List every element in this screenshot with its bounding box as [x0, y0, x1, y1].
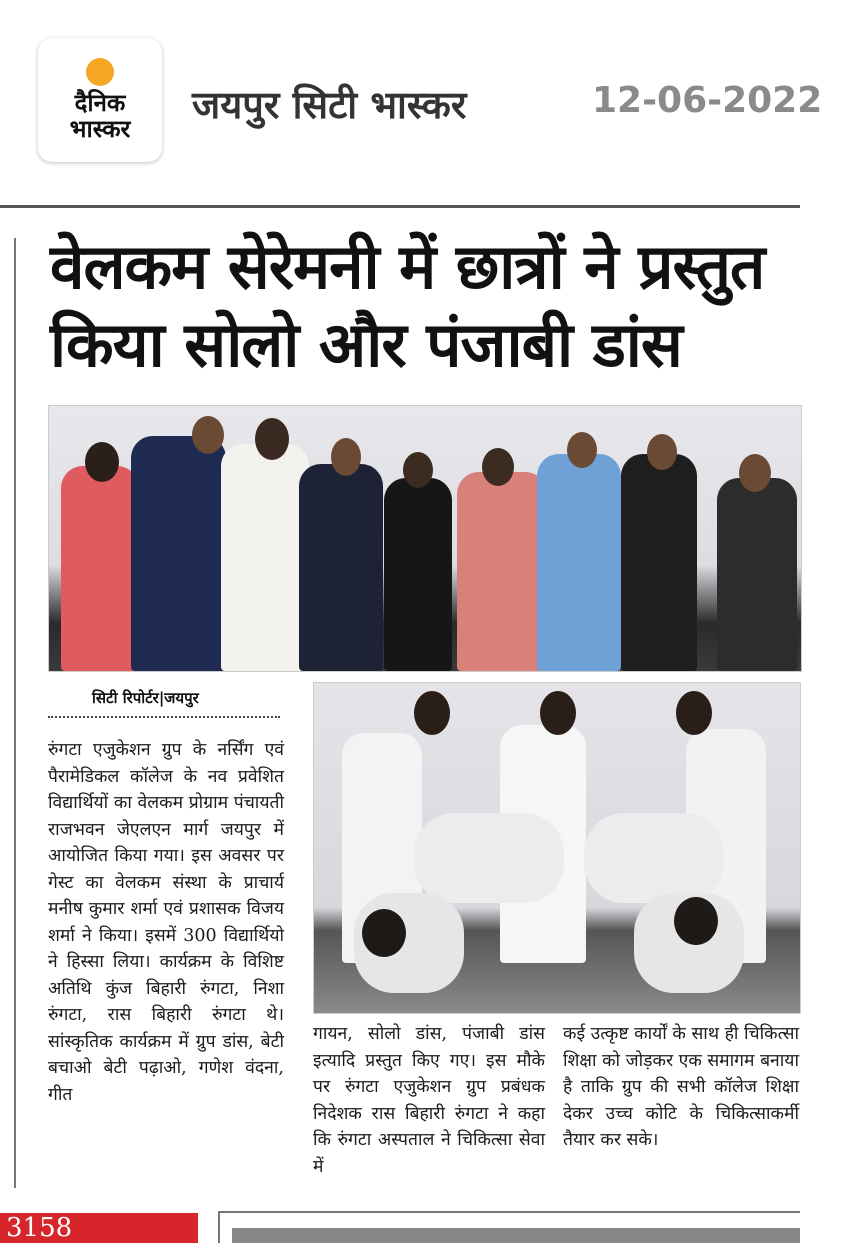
page-number-tag: 3158 — [0, 1213, 198, 1243]
byline: सिटी रिपोर्टर|जयपुर — [92, 689, 199, 707]
next-article-strip — [232, 1228, 800, 1243]
dance-photo — [313, 682, 801, 1014]
article-headline: वेलकम सेरेमनी में छात्रों ने प्रस्तुत किया सोलो और पंजाबी डांस — [50, 230, 765, 381]
byline-divider — [48, 716, 280, 718]
dainik-bhaskar-logo — [38, 38, 162, 162]
logo-text-line1: दैनिक — [74, 89, 126, 117]
article-column-3: कई उत्कृष्ट कार्यों के साथ ही चिकित्सा शिक्षा को जोड़कर एक समागम बनाया है ताकि ग्रुप की सभी कॉलेज शिक्षा देकर उच्च कोटि के चिकित्साकर्मी तैयार कर सके। — [563, 1024, 799, 1150]
publication-date: 12-06-2022 — [592, 80, 823, 121]
header-divider — [0, 205, 800, 208]
article-column-2: गायन, सोलो डांस, पंजाबी डांस इत्यादि प्रस्तुत किए गए। इस मौके पर रुंगटा एजुकेशन ग्रुप प्रबंधक निदेशक रास बिहारी रुंगटा ने कहा कि रुंगटा अस्पताल ने चिकित्सा सेवा में — [313, 1024, 545, 1177]
sun-icon — [86, 58, 114, 86]
edition-title: जयपुर सिटी भास्कर — [192, 83, 467, 127]
logo-text-line2: भास्कर — [69, 115, 131, 143]
column-rule-left — [14, 238, 16, 1188]
group-photo — [48, 405, 802, 672]
article-column-1: रुंगटा एजुकेशन ग्रुप के नर्सिंग एवं पैरामेडिकल कॉलेज के नव प्रवेशित विद्यार्थियों का वेलकम प्रोग्राम पंचायती राजभवन जेएलएन मार्ग जयपुर में आयोजित किया गया। इस अवसर पर गेस्ट का वेलकम संस्था के प्राचार्य मनीष कुमार शर्मा एवं प्रशासक विजय शर्मा ने किया। इसमें 300 विद्यार्थियो ने हिस्सा लिया। कार्यक्रम के विशिष्ट अतिथि कुंज बिहारी रुंगटा, निशा रुंगटा, रास बिहारी रुंगटा थे। सांस्कृतिक कार्यक्रम में ग्रुप डांस, बेटी बचाओ बेटी पढ़ाओ, गणेश वंदना, गीत — [48, 740, 284, 1105]
